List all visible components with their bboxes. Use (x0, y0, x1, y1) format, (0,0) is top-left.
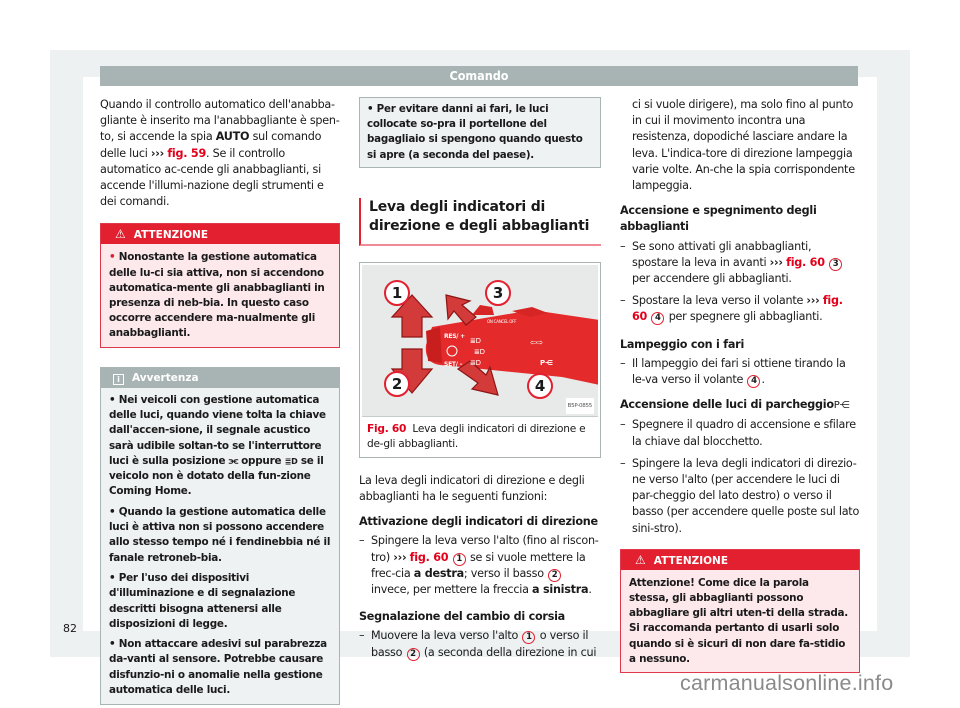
svg-text:≣D: ≣D (470, 336, 481, 345)
svg-text:≣D: ≣D (474, 347, 485, 356)
set-label: SET/ – (444, 360, 463, 368)
warning-triangle-icon: ⚠ (115, 227, 126, 242)
note-box (100, 367, 340, 706)
fig-60-link[interactable]: fig. 60 (409, 550, 449, 564)
note-item: • Nei veicoli con gestione automatica delle luci, quando viene tolta la chiave dall'accen-sione, il segnale acustico sarà udibile soltan-to se l'interruttore luci è sulla posizione ⫘ oppure ≣D se il veicolo non è dotato della fun-zione Coming Home. (109, 393, 326, 498)
fig-59-link[interactable]: fig. 59 (167, 146, 206, 160)
callout-ref-3: 3 (829, 258, 842, 271)
parking-light-icon: P⋲ (833, 400, 850, 412)
callout-ref-1: 1 (453, 553, 466, 566)
figure-60 (359, 262, 601, 458)
subheading-lane-change: Segnalazione del cambio di corsia (359, 610, 565, 624)
continued-paragraph: ci si vuole dirigere), ma solo fino al punto in cui il movimento incontra una resistenza, dopodiché lasciare andare la leva. L'indica-tore di direzione lampeggia varie volte. An-che la spia corrispondente lampeggia. (632, 98, 855, 193)
parking-light-symbol-icon: ≣D (284, 456, 298, 466)
list-item: – Se sono attivati gli anabbaglianti, spostare la leva in avanti ››› fig. 60 3 per accendere gli abbaglianti. (620, 239, 860, 288)
callout-ref-4: 4 (747, 375, 760, 388)
lever-intro: La leva degli indicatori di direzione e degli abbaglianti ha le seguenti funzioni: (359, 473, 585, 504)
note-header: i Avvertenza (101, 368, 339, 388)
figure-label: Fig. 60 (367, 422, 407, 435)
on-cancel-off-label: ON CANCEL OFF (487, 318, 517, 324)
low-beam-symbol-icon: ⫘ (228, 454, 238, 467)
info-icon: i (113, 374, 124, 385)
chapter-title: Comando (449, 68, 509, 83)
subheading-flash: Lampeggio con i fari (620, 337, 745, 351)
note-item: • Quando la gestione automatica delle luci è attiva non si possono accendere allo stesso tempo né i fendinebbia né il fanale retroneb-bia. (109, 505, 331, 564)
warning-box (620, 549, 860, 673)
section-title: Leva degli indicatori di direzione e degli abbaglianti (359, 198, 601, 246)
callout-3: 3 (485, 280, 511, 306)
list-item: – Spingere la leva degli indicatori di direzio-ne verso l'alto (per accendere le luci di par-cheggio del lato destro) o verso il basso (per accendere quelle poste sul lato sini-stro). (620, 456, 860, 537)
column-3 (620, 97, 860, 673)
note-body (101, 388, 339, 705)
subheading-indicators: Attivazione degli indicatori di direzione (359, 515, 598, 529)
warning-header: ⚠ ATTENZIONE (101, 224, 339, 244)
warning-text: Attenzione! Come dice la parola stessa, gli abbaglianti possono abbagliare gli altri uten-ti della strada. Si raccomanda pertanto di usarli solo quando si è sicuri di non dare fa-stidio a nessuno. (629, 576, 848, 665)
chapter-header (100, 66, 858, 86)
svg-text:P⋲: P⋲ (540, 358, 553, 367)
list-item: – Il lampeggio dei fari si ottiene tirando la le-va verso il volante 4 . (620, 356, 860, 388)
list-item: – Spostare la leva verso il volante ››› fig. 60 4 per spegnere gli abbaglianti. (620, 293, 860, 325)
fig-60-link[interactable]: fig. 60 (632, 294, 843, 324)
svg-text:≣D: ≣D (470, 358, 481, 367)
watermark: carmanualsonline.info (680, 671, 894, 695)
warning-header: ⚠ ATTENZIONE (621, 550, 859, 570)
list-item: – Spegnere il quadro di accensione e sfilare la chiave dal blocchetto. (620, 417, 860, 449)
note-item: • Non attaccare adesivi sul parabrezza da-vanti al sensore. Potrebbe causare disfunzio-ni o anomalie nella gestione automatica delle luci. (109, 638, 327, 696)
callout-4: 4 (527, 373, 553, 399)
column-1 (100, 97, 340, 705)
callout-ref-4: 4 (651, 312, 664, 325)
callout-1: 1 (384, 280, 410, 306)
figure-caption: Fig. 60 Leva degli indicatori di direzione e de-gli abbaglianti. (367, 422, 586, 450)
res-label: RES/ + (444, 332, 465, 340)
auto-indicator-label: AUTO (215, 130, 250, 144)
svg-text:⇦⇨: ⇦⇨ (530, 337, 543, 347)
lever-illustration (362, 265, 598, 417)
warning-box (100, 223, 340, 347)
fig-60-link[interactable]: fig. 60 (786, 255, 825, 269)
warning-triangle-icon: ⚠ (635, 552, 646, 567)
list-item: – Muovere la leva verso l'alto 1 o verso il basso 2 (a seconda della direzione in cui (359, 628, 601, 660)
callout-ref-2: 2 (407, 648, 420, 661)
page-number: 82 (63, 622, 77, 635)
list-item: – Spingere la leva verso l'alto (fino al riscon-tro) ››› fig. 60 1 se si vuole mettere la frec-cia a destra; verso il basso 2 invece, per mettere la freccia a sinistra. (359, 533, 601, 598)
callout-2: 2 (384, 371, 410, 397)
subheading-high-beam: Accensione e spegnimento degli abbaglianti (620, 204, 817, 234)
callout-ref-1: 1 (522, 631, 535, 644)
callout-ref-2: 2 (548, 569, 561, 582)
figure-code: B5P-0855 (566, 398, 594, 414)
note-item: • Per l'uso dei dispositivi d'illuminazione e di segnalazione descritti bisogna attenersi alle disposizioni di legge. (109, 571, 296, 630)
column-2 (359, 97, 601, 667)
warning-text: • Nonostante la gestione automatica delle lu-ci sia attiva, non si accendono automatica-mente gli anabbaglianti in presenza di neb-bia. In questo caso occorre accendere ma-nualmente gli anabbaglianti. (109, 251, 325, 340)
crossref-arrow: ››› (150, 146, 164, 160)
intro-paragraph: Quando il controllo automatico dell'anabba-gliante è inserito ma l'anabbagliante è spen-to, si accende la spia AUTO sul comando delle luci ››› fig. 59. Se il controllo automatico ac-cende gli anabbaglianti, si accende l'illumi-nazione degli strumenti e dei comandi. (100, 98, 340, 209)
tailgate-note-box: • Per evitare danni ai fari, le luci collocate so-pra il portellone del bagagliaio si spengono quando questo si apre (a seconda del paese). (359, 97, 601, 168)
subheading-parking-lights: Accensione delle luci di parcheggioP⋲ (620, 398, 850, 412)
